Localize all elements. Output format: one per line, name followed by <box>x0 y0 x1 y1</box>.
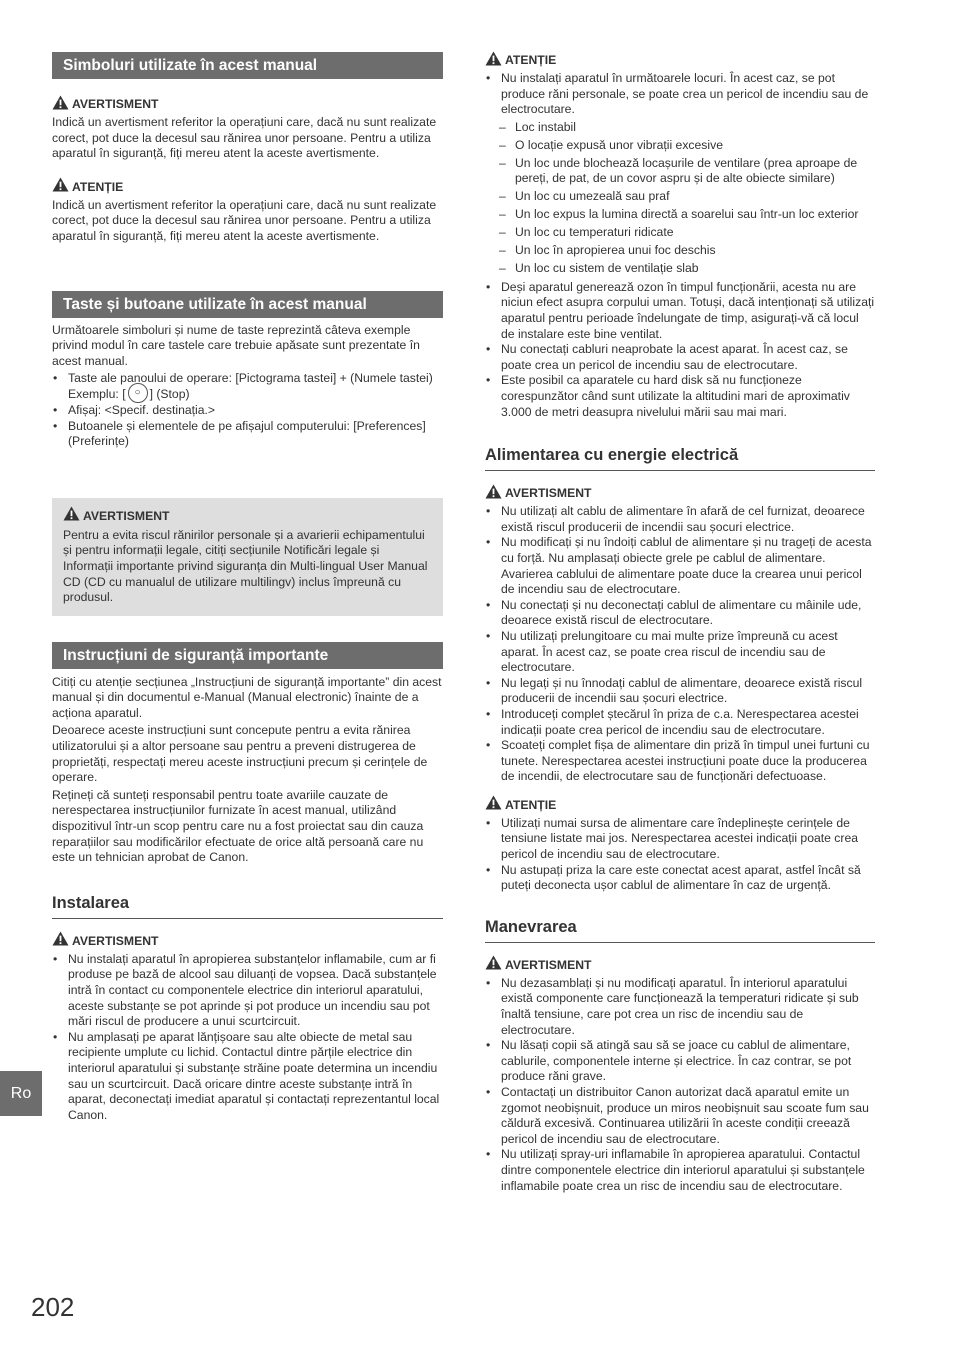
safety-paragraph: Deoarece aceste instrucțiuni sunt concepute pentru a evita rănirea utilizatorului și a altor persoane sau pentru a preveni distrugerea de proprietăți, respectați mereu aceste instrucțiuni precum și cerințele de operare. <box>52 723 428 785</box>
installation-section-title: Instalarea <box>52 894 443 919</box>
power-warning-label: AVERTISMENT <box>485 485 875 501</box>
install-list <box>52 952 443 1124</box>
warning-description: Indică un avertisment referitor la operațiuni care, dacă nu sunt realizate corect, pot duce la decesul sau rănirea unor persoane. Pentru a utiliza aparatul în siguranță, fiți mereu atent la aceste avertismente. <box>52 115 437 161</box>
warning-triangle-icon <box>485 51 502 70</box>
list-item: • Butoanele și elementele de pe afișajul computerului: [Preferences] (Preferințe) <box>52 419 443 450</box>
list-item: • Nu instalați aparatul în apropierea substanțelor inflamabile, cum ar fi produse pe bază de alcool sau diluanți de vopsea. Dacă substanțele intră în contact cu componentele electrice din interiorul aparatului, aceste substanțe se pot aprinde și pot produce un incendiu sau pot mări riscul de producere a unui scurtcircuit. <box>52 952 443 1030</box>
warning-triangle-icon <box>485 795 502 814</box>
install-warning-label: AVERTISMENT <box>52 933 443 949</box>
power-caution-list <box>485 816 875 894</box>
handling-warning-label: AVERTISMENT <box>485 957 875 973</box>
list-item: • Nu astupați priza la care este conectat acest aparat, astfel încât să puteți deconecta ușor cablul de alimentare în caz de urgență. <box>485 863 875 894</box>
safety-section-title: Instrucțiuni de siguranță importante <box>52 642 443 669</box>
list-item: • Nu utilizați alt cablu de alimentare în afară de cel furnizat, deoarece există riscul producerii de incendii sau șocuri electrice. <box>485 504 875 535</box>
list-item: • Nu legați și nu înnodați cablul de alimentare, deoarece există riscul producerii de incendii sau șocuri electrice. <box>485 676 875 707</box>
list-item: • Nu amplasați pe aparat lănțișoare sau alte obiecte de metal sau recipiente umplute cu lichid. Contactul dintre părțile electrice din interiorul aparatului și substanțe străine poate determina un incendiu sau un scurtcircuit. Dacă oricare dintre aceste substanțe intră în aparat, deconectați imediat aparatul și contactați reprezentantul local Canon. <box>52 1030 443 1124</box>
safety-paragraph: Rețineți că sunteți responsabil pentru toate avariile cauzate de nerespectarea instrucțiunilor furnizate în acest manual, utilizând dispozitivul într-un scop pentru care nu a fost proiectat sau din cauza reparațiilor sau modificărilor efectuate de orice altă persoană care nu este un tehnician aprobat de Canon. <box>52 787 424 865</box>
caution-label: ATENȚIE <box>485 52 875 68</box>
sublist-item: – Un loc unde blochează locașurile de ventilare (prea aproape de pereți, de pat, de un covor aspru și de alte obiecte similare) <box>485 156 875 187</box>
safety-paragraph: Citiți cu atenție secțiunea „Instrucțiuni de siguranță importante” din acest manual și din documentul e-Manual (Manual electronic) înainte de a acționa aparatul. <box>52 674 442 720</box>
caution-list <box>485 71 875 118</box>
list-item: • Scoateți complet fișa de alimentare din priză în timpul unei furtuni cu tunete. Nerespectarea acestei instrucțiuni poate duce la producerea de incendii, de electrocutare sau de funcționări defectuoase. <box>485 738 875 785</box>
handling-section-title: Manevrarea <box>485 918 875 943</box>
list-item: • Nu conectați cabluri neaprobate la acest aparat. În acest caz, se poate crea un pericol de incendiu sau de electrocutare. <box>485 342 875 373</box>
warning-label: AVERTISMENT <box>52 96 443 112</box>
list-item: • Nu instalați aparatul în următoarele locuri. În acest caz, se pot produce răni personale, se poate crea un pericol de incendiu sau de electrocutare. <box>485 71 875 118</box>
list-item: • Nu utilizați spray-uri inflamabile în apropierea aparatului. Contactul dintre componentele electrice din interiorul aparatului și substanțele inflamabile poate crea un risc de incendiu sau de electrocutare. <box>485 1147 875 1194</box>
caution-list-continued <box>485 280 875 420</box>
warning-triangle-icon <box>52 177 69 196</box>
power-section-title: Alimentarea cu energie electrică <box>485 446 875 471</box>
list-item: • Este posibil ca aparatele cu hard disk să nu funcționeze corespunzător când sunt utilizate la altitudini mari de aproximativ 3.000 de metri deasupra nivelului mării sau mai mari. <box>485 373 875 420</box>
keys-intro: Următoarele simboluri și nume de taste reprezintă câteva exemple privind modul în care tastele care trebuie apăsate sunt prezentate în acest manual. <box>52 322 420 368</box>
sublist-item: – Un loc cu umezeală sau praf <box>485 189 875 205</box>
warning-triangle-icon <box>52 95 69 114</box>
location-sublist <box>485 120 875 277</box>
power-warning-list <box>485 504 875 785</box>
list-item: • Nu modificați și nu îndoiți cablul de alimentare și nu trageți de acesta cu forță. Nu amplasați obiecte grele pe cablul de alimentare. Avarierea cablului de alimentare poate duce la crearea unui pericol de incendiu sau de electrocutare. <box>485 535 875 597</box>
sublist-item: – Un loc în apropierea unui foc deschis <box>485 243 875 259</box>
stop-icon: ○ <box>128 383 148 403</box>
sublist-item: – Un loc cu sistem de ventilație slab <box>485 261 875 277</box>
list-item: • Utilizați numai sursa de alimentare care îndeplinește cerințele de tensiune listate mai jos. Nerespectarea acestei indicații poate crea pericol de incendiu sau de electrocutare. <box>485 816 875 863</box>
list-item: • Taste ale panoului de operare: [Pictograma tastei] + (Numele tastei) Exemplu: [ ○ ] (Stop) <box>52 371 443 403</box>
keys-list <box>52 371 443 449</box>
list-item: • Contactați un distribuitor Canon autorizat dacă aparatul emite un zgomot neobișnuit, produce un miros neobișnuit sau scoate fum sau căldură excesivă. Continuarea utilizării în aceste condiții creează pericol de incendiu sau de electrocutare. <box>485 1085 875 1147</box>
list-item: • Nu utilizați prelungitoare cu mai multe prize împreună cu acest aparat. În acest caz, se poate crea riscul de incendiu sau de electrocutare. <box>485 629 875 676</box>
caution-description: Indică un avertisment referitor la operațiuni care, dacă nu sunt realizate corect, pot duce la decesul sau rănirea unor persoane. Pentru a utiliza aparatul în siguranță, fiți mereu atent la aceste avertismente. <box>52 197 437 243</box>
power-caution-label: ATENȚIE <box>485 797 875 813</box>
language-tab: Ro <box>0 1071 42 1116</box>
list-item: • Deși aparatul generează ozon în timpul funcționării, acesta nu are niciun efect asupra corpului uman. Totuși, dacă intenționați să utilizați aparatul pentru perioade îndelungate de timp, asigurați-vă că locul de instalare este bine ventilat. <box>485 280 875 342</box>
right-column <box>485 52 875 1194</box>
page-number: 202 <box>31 1292 75 1322</box>
sublist-item: – Loc instabil <box>485 120 875 136</box>
keys-section-title: Taste și butoane utilizate în acest manual <box>52 291 443 318</box>
notice-warning-label: AVERTISMENT <box>63 508 432 524</box>
warning-triangle-icon <box>52 931 69 950</box>
list-item: • Nu conectați și nu deconectați cablul de alimentare cu mâinile ude, deoarece există riscul de electrocutare. <box>485 598 875 629</box>
warning-triangle-icon <box>485 955 502 974</box>
list-item: • Nu dezasamblați și nu modificați aparatul. În interiorul aparatului există componente care funcționează la temperaturi ridicate și sub înaltă tensiune, care pot crea un risc de incendiu sau de electrocutare. <box>485 976 875 1038</box>
sublist-item: – O locație expusă unor vibrații excesive <box>485 138 875 154</box>
sublist-item: – Un loc expus la lumina directă a soarelui sau într-un loc exterior <box>485 207 875 223</box>
list-item: • Nu lăsați copii să atingă sau să se joace cu cablul de alimentare, cablurile, componentele interne și electrice. În caz contrar, se pot produce răni grave. <box>485 1038 875 1085</box>
notice-box <box>52 498 443 616</box>
warning-triangle-icon <box>63 506 80 525</box>
list-item: • Introduceți complet ștecărul în priza de c.a. Nerespectarea acestei indicații poate crea pericol de incendiu sau de electrocutare. <box>485 707 875 738</box>
sublist-item: – Un loc cu temperaturi ridicate <box>485 225 875 241</box>
caution-label: ATENȚIE <box>52 179 443 195</box>
handling-list <box>485 976 875 1194</box>
warning-triangle-icon <box>485 484 502 503</box>
list-item: • Afișaj: <Specif. destinația.> <box>52 403 443 419</box>
left-column <box>52 52 443 1123</box>
notice-text: Pentru a evita riscul rănirilor personale și a avarierii echipamentului și pentru informații legale, citiți secțiunile Notificări legale și Informații importante privind siguranța din Multi-lingual User Manual CD (CD cu manualul de utilizare multilingv) inclus împreună cu produsul. <box>63 527 428 605</box>
symbols-section-title: Simboluri utilizate în acest manual <box>52 52 443 79</box>
